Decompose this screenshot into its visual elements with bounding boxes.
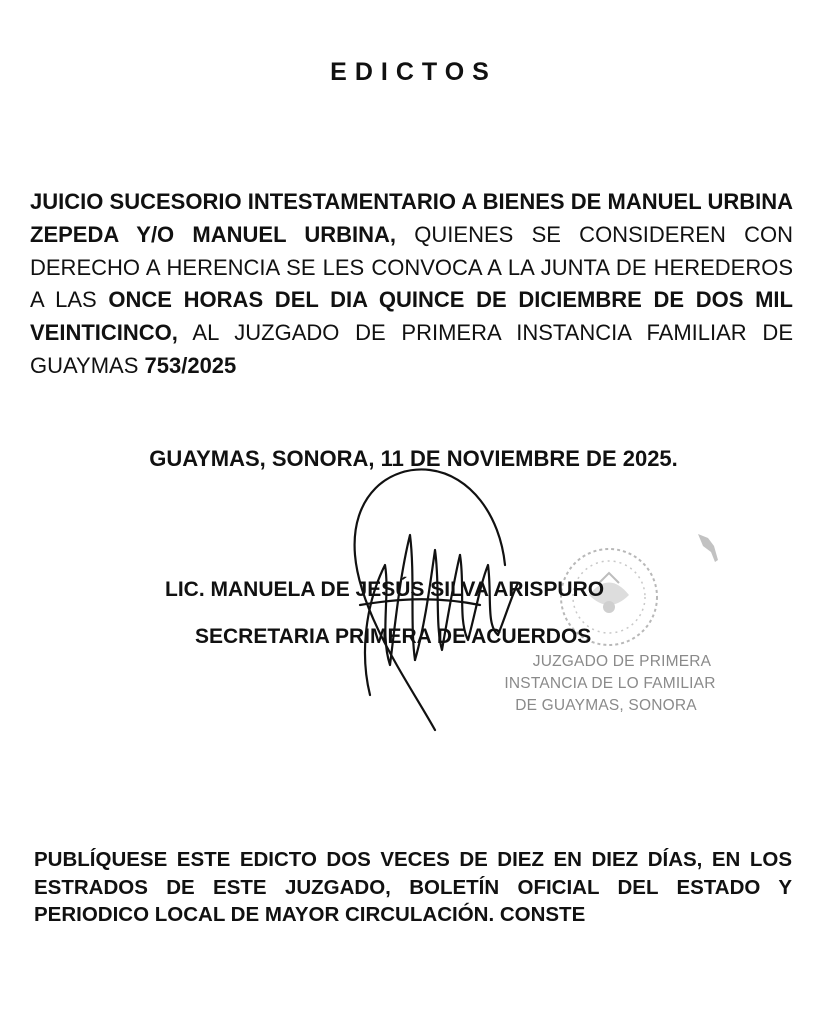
case-heading: JUICIO SUCESORIO INTESTAMENTARIO A BIENES DE MANUEL URBINA ZEPEDA Y/O MANUEL URBINA, — [30, 189, 793, 247]
edict-text-1: QUIENES SE CONSIDEREN CON DERECHO A HERENCIA SE LES CONVOCA A LA JUNTA DE HEREDEROS A LAS — [30, 221, 793, 313]
ink-speck-icon — [692, 528, 724, 570]
signer-name: LIC. MANUELA DE JESÚS SILVA ARISPURO — [165, 578, 605, 601]
case-number: 753/2025 — [144, 352, 237, 378]
place-date-line: GUAYMAS, SONORA, 11 DE NOVIEMBRE DE 2025. — [149, 446, 678, 471]
signer-role: SECRETARIA PRIMERA DE ACUERDOS — [195, 625, 592, 648]
edict-body — [30, 186, 793, 383]
seal-text-line-1: JUZGADO DE PRIMERA — [532, 653, 712, 670]
edict-text-2: AL JUZGADO DE PRIMERA INSTANCIA FAMILIAR DE GUAYMAS — [30, 320, 793, 378]
publication-notice: PUBLÍQUESE ESTE EDICTO DOS VECES DE DIEZ EN DIEZ DÍAS, EN LOS ESTRADOS DE ESTE JUZGADO, BOLETÍN OFICIAL DEL ESTADO Y PERIODICO LOCAL DE MAYOR CIRCULACIÓN. CONSTE — [34, 848, 792, 926]
hearing-datetime: ONCE HORAS DEL DIA QUINCE DE DICIEMBRE DE DOS MIL VEINTICINCO, — [30, 287, 793, 346]
seal-text-line-3: DE GUAYMAS, SONORA — [515, 697, 697, 714]
document-title: EDICTOS — [330, 58, 497, 86]
seal-text-line-2: INSTANCIA DE LO FAMILIAR — [504, 675, 716, 692]
handwritten-signature — [330, 455, 550, 745]
